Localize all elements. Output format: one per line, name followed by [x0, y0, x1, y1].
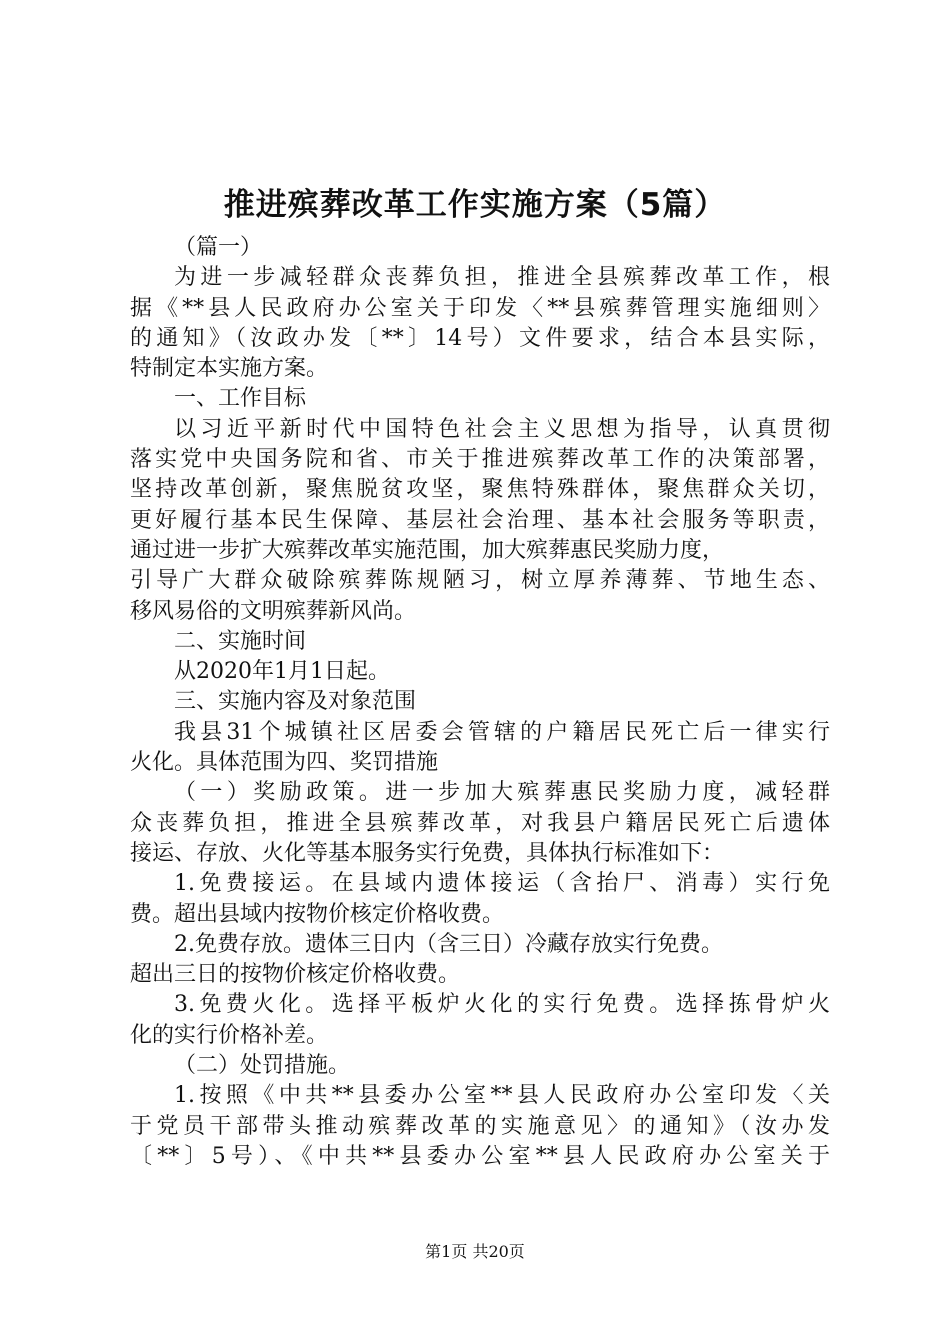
paragraph-line: 据《**县人民政府办公室关于印发〈**县殡葬管理实施细则〉	[130, 295, 830, 321]
section-heading: （篇一）	[174, 235, 263, 260]
section-heading: 二、实施时间	[174, 628, 307, 654]
paragraph-line: 火化。具体范围为四、奖罚措施	[130, 750, 439, 776]
paragraph-line: 引导广大群众破除殡葬陈规陋习，树立厚养薄葬、节地生态、	[130, 568, 830, 594]
document-title: 推进殡葬改革工作实施方案（5篇）	[223, 187, 727, 223]
paragraph-line: 1.免费接运。在县域内遗体接运（含抬尸、消毒）实行免	[174, 871, 830, 897]
paragraph-line: 通过进一步扩大殡葬改革实施范围，加大殡葬惠民奖励力度，	[130, 537, 725, 563]
paragraph-line: 移风易俗的文明殡葬新风尚。	[130, 598, 417, 624]
paragraph-line: 的通知》（汝政办发〔**〕14号）文件要求，结合本县实际，	[130, 325, 830, 351]
section-heading: 三、实施内容及对象范围	[174, 689, 417, 715]
paragraph-line: 化的实行价格补差。	[130, 1022, 329, 1048]
paragraph-line: 3.免费火化。选择平板炉火化的实行免费。选择拣骨炉火	[174, 992, 830, 1018]
paragraph-line: 坚持改革创新，聚焦脱贫攻坚，聚焦特殊群体，聚焦群众关切，	[130, 477, 830, 503]
paragraph-line: 2.免费存放。遗体三日内（含三日）冷藏存放实行免费。	[174, 931, 723, 957]
paragraph-line: 落实党中央国务院和省、市关于推进殡葬改革工作的决策部署，	[130, 447, 830, 473]
paragraph-line: 众丧葬负担，推进全县殡葬改革，对我县户籍居民死亡后遗体	[130, 810, 830, 836]
paragraph-line: 从2020年1月1日起。	[174, 659, 390, 685]
paragraph-line: （一）奖励政策。进一步加大殡葬惠民奖励力度，减轻群	[174, 780, 830, 806]
paragraph-line: 〔**〕5号）、《中共**县委办公室**县人民政府办公室关于	[130, 1143, 830, 1169]
paragraph-line: 更好履行基本民生保障、基层社会治理、基本社会服务等职责，	[130, 507, 830, 533]
paragraph-line: 1.按照《中共**县委办公室**县人民政府办公室印发〈关	[174, 1083, 830, 1109]
page-number: 第1页 共20页	[425, 1242, 525, 1261]
paragraph-line: 为进一步减轻群众丧葬负担，推进全县殡葬改革工作，根	[174, 265, 830, 291]
paragraph-line: 以习近平新时代中国特色社会主义思想为指导，认真贯彻	[174, 416, 830, 442]
paragraph-line: 费。超出县域内按物价核定价格收费。	[130, 901, 505, 927]
section-heading: （二）处罚措施。	[174, 1053, 351, 1079]
paragraph-line: 超出三日的按物价核定价格收费。	[130, 962, 461, 988]
document-body	[130, 233, 830, 1172]
paragraph-line: 我县31个城镇社区居委会管辖的户籍居民死亡后一律实行	[174, 719, 830, 745]
paragraph-line: 于党员干部带头推动殡葬改革的实施意见〉的通知》（汝办发	[130, 1113, 830, 1139]
paragraph-line: 接运、存放、火化等基本服务实行免费，具体执行标准如下：	[130, 840, 725, 866]
paragraph-line: 特制定本实施方案。	[130, 356, 329, 382]
section-heading: 一、工作目标	[174, 386, 307, 412]
